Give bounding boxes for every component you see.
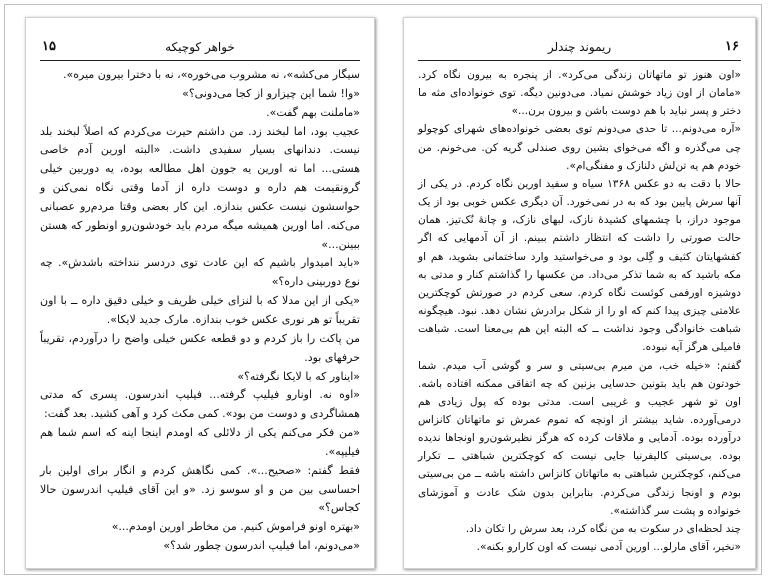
paragraph: سیگار می‌کشه»، نه مشروب می‌خوره»، نه با دخترا بیرون میره». bbox=[63, 68, 360, 81]
paragraph: «بهتره اونو فراموش کنیم. من مخاطر اورین اومدم...» bbox=[111, 520, 360, 534]
paragraph: فقط گفتم: «صحیح...». کمی نگاهش کردم و انگار برای اولین بار احساسی بین من و او سوسو زد. «و این آقای فیلیپ اندرسون حالا کجاس؟» bbox=[40, 463, 360, 515]
paragraph: عجیب بود، اما لبخند زد. من داشتم حیرت می‌کردم که اصلاً لبخند بلد نیست. دندانهای بسیار سفیدی داشت. «البته اورین آدم خاصی هستی... اما نه اورین یه جوون اهل مطالعه بوده، یه دوربین خیلی گرونقیمت هم داره و دوست داره از آدما وقتی نگاه نمی‌کنن و حواسشون نیست عکس بندازه. این کار بعضی وقتا مردم‌رو عصبانی می‌کنه. اما اورین همیشه میگه مردم باید خودشون‌رو اونطور که هستن ببینن...» bbox=[40, 124, 360, 251]
right-page bbox=[403, 17, 756, 569]
paragraph: چند لحظه‌ای در سکوت به من نگاه کرد، بعد سرش را تکان داد. bbox=[465, 522, 741, 535]
right-page-body bbox=[418, 66, 741, 560]
paragraph: «ایناور که با لایکا نگرفته؟» bbox=[237, 369, 360, 383]
paragraph: گفتم: «خیله خب، من میرم بی‌سیتی و سر و گوشی آب میدم. شما خودتون هم باید بتونین حدسایی بزنین که چه اتفاقی ممکنه افتاده باشه. اون تو شهر عجیب و غریبی است. مدتی بوده که پول زیادی هم درمی‌آورده. شاید بیشتر از اونچه که تموم عمرش تو ماتهاتان کانزاس درآورده بوده. آدمایی و ملاقات کرده که هرگز نظیرشون‌رو اونجاها ندیده بوده. بی‌سیتی کالیفرنیا جایی نیست که کوچکترین شباهتی ــ تکرار می‌کنم، کوچکترین شباهتی به ماتهاتان کانزاس داشته باشه ــ من بی‌سیتی بودم و اونجا زندگی می‌کردم. بنابراین بدون شک عادت و آموزشای خونواده و پشت سر گذاشته». bbox=[418, 359, 741, 517]
paragraph: «آره می‌دونم... تا حدی می‌دونم توی بعضی خونواده‌های شهرای کوچولو چی می‌گذره و اگه می‌خوای بشین روی صندلی گریه کن. می‌خونم. من خودم هم یه تن‌لش دلنازک و مفنگی‌ام». bbox=[418, 123, 741, 172]
left-page-number: ۱۵ bbox=[42, 39, 56, 54]
left-page-header bbox=[40, 40, 360, 61]
right-running-title: ریموند چندلر bbox=[547, 40, 612, 54]
paragraph: «نخیر، آقای مارلو... اورین آدمی نیست که اون کارارو بکنه». bbox=[476, 541, 741, 554]
viewer-frame bbox=[4, 4, 762, 575]
paragraph: «اوه نه. اونارو فیلیپ گرفته... فیلیپ اندرسون. پسری که مدتی همشاگردی و دوست من بود». کمی مکث کرد و آهی کشید. بعد گفت: bbox=[40, 388, 360, 421]
paragraph: «اون هنوز تو ماتهاتان زندگی می‌کرد». از پنجره به بیرون نگاه کرد. «مامان از اون زیاد خوشش نمیاد. می‌دونین دیگه. توی خونواده‌ای مثه ما دختر و پسر نباید با هم دوست باشن و بیرون برن...» bbox=[418, 69, 741, 118]
left-page-body bbox=[40, 66, 360, 560]
paragraph: «یکی از این مدلا که با لنزای خیلی ظریف و خیلی دقیق داره ــ با اون تقریباً تو هر نوری عکس خوب بندازه. مارک جدید لایکا». bbox=[40, 294, 360, 326]
right-page-header bbox=[418, 40, 741, 61]
paragraph: من پاکت را باز کردم و دو قطعه عکس خیلی واضح را درآوردم، تقریباً حرفهای بود. bbox=[40, 331, 360, 364]
paragraph: «من فکر می‌کنم یکی از دلائلی که اومدم اینجا اینه که اسم شما هم فیلیپه». bbox=[40, 426, 360, 458]
left-running-title: خواهر کوچیکه bbox=[165, 40, 235, 54]
left-page bbox=[25, 17, 375, 569]
paragraph: «ماملنت بهم گفت». bbox=[266, 105, 360, 119]
paragraph: حالا با دقت به دو عکس ۱۳۶۸ سیاه و سفید اورین نگاه کردم. در یکی از آنها سرش پایین بود که به در نمی‌خورد. آن دیگری عکس خوبی بود از یک موجود دراز، با چشمهای کشیدهٔ نازک، لبهای نازک، و چانهٔ نُک‌تیز. همان حالت صورتی را داشت که انتظار داشتم ببینم. از آن آدمهایی که اگر کفشهایتان کثیف و گِلی بود و می‌خواستید وارد ساختمانی بشوید، هم او مکه باشید که به شما تذکر می‌داد. من عکسها را گذاشتم کنار و مدتی به دوشیزه اورفمی کوئست نگاه کردم. سعی کردم در صورتش کوچکترین علامتی چیزی پیدا کنم که او را از شکل برادرش نشان دهد. نبود. هیچگونه شباهت خانوادگی وجود نداشت ــ که البته این هم بی‌معنا است. شباهت فامیلی هرگز آیه نبوده. bbox=[418, 177, 741, 354]
paragraph: «می‌دونم، اما فیلیپ اندرسون چطور شد؟» bbox=[163, 539, 360, 553]
paragraph: «باید امیدوار باشیم که این عادت توی دردسر ننداخته باشدش». چه نوع دوربینی داره؟» bbox=[40, 256, 360, 289]
right-page-number: ۱۶ bbox=[725, 39, 739, 54]
paragraph: «وا! شما این چیزارو از کجا می‌دونی؟» bbox=[182, 86, 360, 100]
